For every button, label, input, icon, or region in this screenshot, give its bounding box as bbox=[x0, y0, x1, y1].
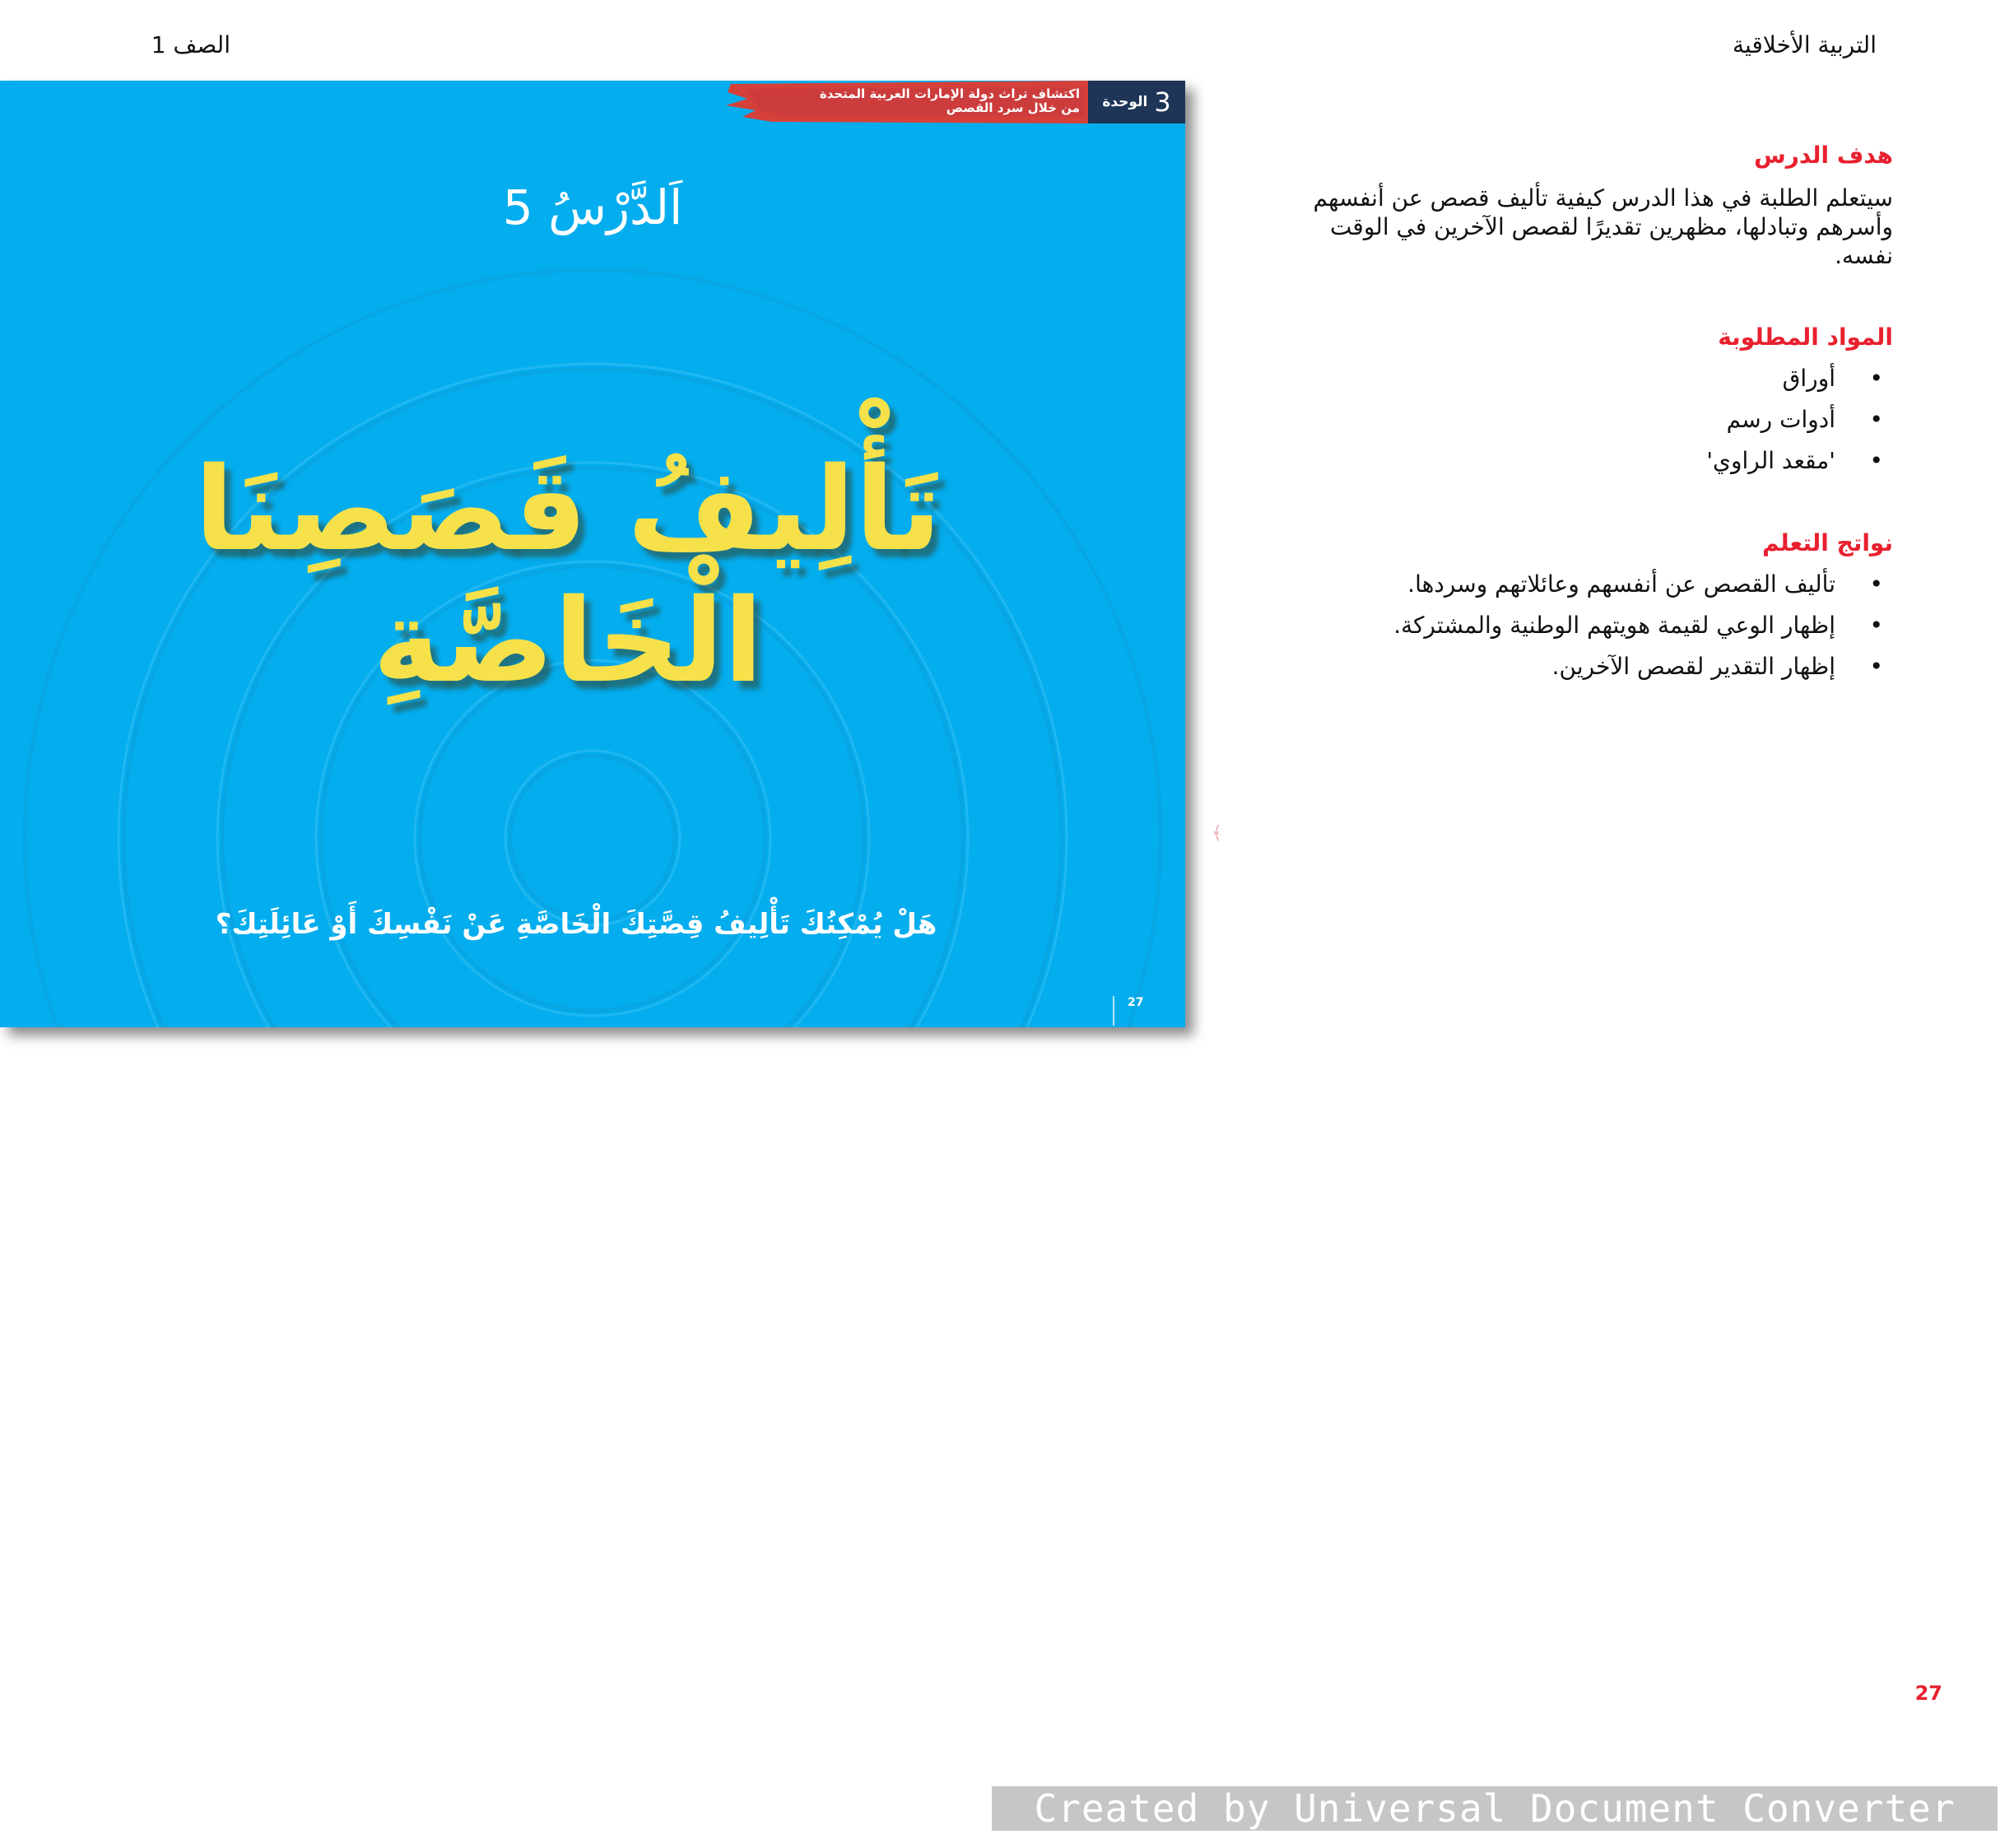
unit-title-line2: من خلال سرد القصص bbox=[946, 100, 1080, 115]
list-item-text: 'مقعد الراوي' bbox=[1706, 447, 1835, 474]
materials-list bbox=[1235, 358, 1893, 482]
list-item-text: إظهار التقدير لقصص الآخرين. bbox=[1551, 653, 1835, 680]
list-item-text: تأليف القصص عن أنفسهم وعائلاتهم وسردها. bbox=[1407, 570, 1835, 598]
bullet: • bbox=[1869, 406, 1883, 433]
unit-badge bbox=[1088, 81, 1185, 123]
lesson-goal-text: سيتعلم الطلبة في هذا الدرس كيفية تأليف قصص عن أنفسهم وأسرهم وتبادلها، مظهرين تقديرًا لقصص الآخرين في الوقت نفسه. bbox=[1313, 184, 1893, 269]
list-item-text: أدوات رسم bbox=[1726, 406, 1835, 433]
list-item bbox=[1235, 358, 1893, 399]
lesson-label: اَلدَّرْسُ 5 bbox=[502, 179, 683, 235]
materials-heading: المواد المطلوبة bbox=[1718, 324, 1893, 351]
lesson-title-line1: تَأْلِيفُ قَصَصِنَا bbox=[194, 443, 942, 577]
unit-word: الوحدة bbox=[1102, 94, 1148, 110]
bullet: • bbox=[1869, 447, 1883, 474]
list-item bbox=[1235, 605, 1893, 646]
page-number: 27 bbox=[1914, 1682, 1942, 1705]
watermark: Created by Universal Document Converter bbox=[992, 1786, 1998, 1831]
lesson-question: هَلْ يُمْكِنُكَ تَأْلِيفُ قِصَّتِكَ الْخَاصَّةِ عَنْ نَفْسِكَ أَوْ عَائِلَتِكَ؟ bbox=[215, 908, 937, 941]
bullet: • bbox=[1869, 570, 1883, 598]
outcomes-list bbox=[1235, 564, 1893, 687]
bullet: • bbox=[1869, 365, 1883, 392]
list-item bbox=[1235, 564, 1893, 605]
list-item bbox=[1235, 440, 1893, 482]
pink-mark: ﴾ bbox=[1212, 823, 1222, 844]
lesson-title-line2: الْخَاصَّةِ bbox=[372, 575, 764, 709]
page-number-rule bbox=[1113, 996, 1114, 1026]
textbook-page-image bbox=[0, 81, 1185, 1027]
bullet: • bbox=[1869, 653, 1883, 680]
list-item-text: إظهار الوعي لقيمة هويتهم الوطنية والمشتركة. bbox=[1393, 612, 1835, 639]
unit-title-line1: اكتشاف تراث دولة الإمارات العربية المتحدة bbox=[819, 86, 1080, 101]
subject-header: التربية الأخلاقية bbox=[1733, 31, 1877, 58]
textbook-page-number: 27 bbox=[1128, 996, 1144, 1009]
bullet: • bbox=[1869, 612, 1883, 639]
outcomes-heading: نواتج التعلم bbox=[1762, 529, 1893, 556]
grade-header: الصف 1 bbox=[151, 31, 230, 58]
list-item bbox=[1235, 646, 1893, 687]
lesson-goal-heading: هدف الدرس bbox=[1754, 142, 1893, 169]
unit-banner bbox=[723, 81, 1185, 123]
list-item bbox=[1235, 399, 1893, 440]
unit-number: 3 bbox=[1154, 86, 1171, 118]
list-item-text: أوراق bbox=[1782, 365, 1835, 392]
